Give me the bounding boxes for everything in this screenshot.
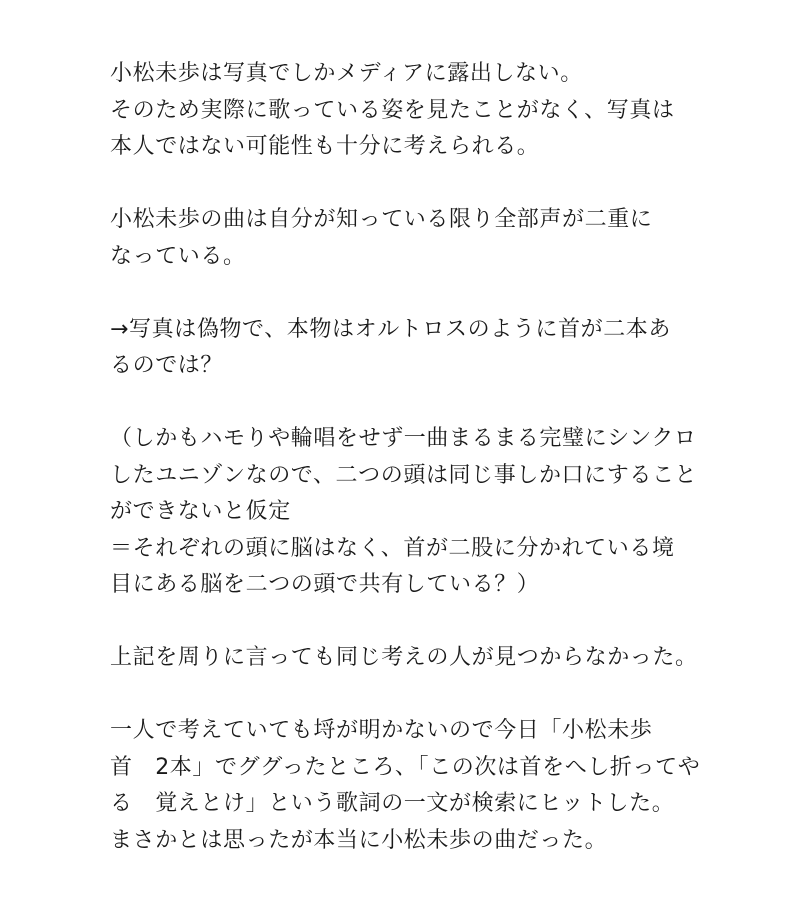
blank-line xyxy=(110,275,770,312)
text-line: したユニゾンなので、二つの頭は同じ事しか口にすること xyxy=(110,462,698,488)
blank-line xyxy=(110,166,770,203)
text-line: なっている。 xyxy=(110,243,246,269)
document-text xyxy=(110,56,770,859)
text-line: ＝それぞれの頭に脳はなく、首が二股に分かれている境 xyxy=(110,535,675,561)
text-line: 上記を周りに言っても同じ考えの人が見つからなかった。 xyxy=(110,645,698,670)
text-line: 一人で考えていても埒が明かないので今日「小松未歩 xyxy=(110,718,653,743)
text-line: 小松未歩は写真でしかメディアに露出しない。 xyxy=(110,61,583,86)
text-line: 小松未歩の曲は自分が知っている限り全部声が二重に xyxy=(110,207,653,232)
blank-line xyxy=(110,677,770,714)
text-line: る 覚えとけ」という歌詞の一文が検索にヒットした。 xyxy=(110,791,675,816)
text-line: 本人ではない可能性も十分に考えられる。 xyxy=(110,134,540,159)
text-line: （しかもハモりや輪唱をせず一曲まるまる完璧にシンクロ xyxy=(110,426,697,451)
text-line: るのでは？ xyxy=(110,353,224,378)
text-line: 首 2本」でググったところ、「この次は首をへし折ってや xyxy=(110,754,701,780)
text-line: 目にある脳を二つの頭で共有している？） xyxy=(110,572,540,597)
text-line: ができないと仮定 xyxy=(110,499,291,524)
text-line: →写真は偽物で、本物はオルトロスのように首が二本あ xyxy=(110,316,671,342)
text-line: そのため実際に歌っている姿を見たことがなく、写真は xyxy=(110,97,675,123)
text-line: まさかとは思ったが本当に小松未歩の曲だった。 xyxy=(110,827,608,853)
blank-line xyxy=(110,385,770,422)
blank-line xyxy=(110,604,770,641)
